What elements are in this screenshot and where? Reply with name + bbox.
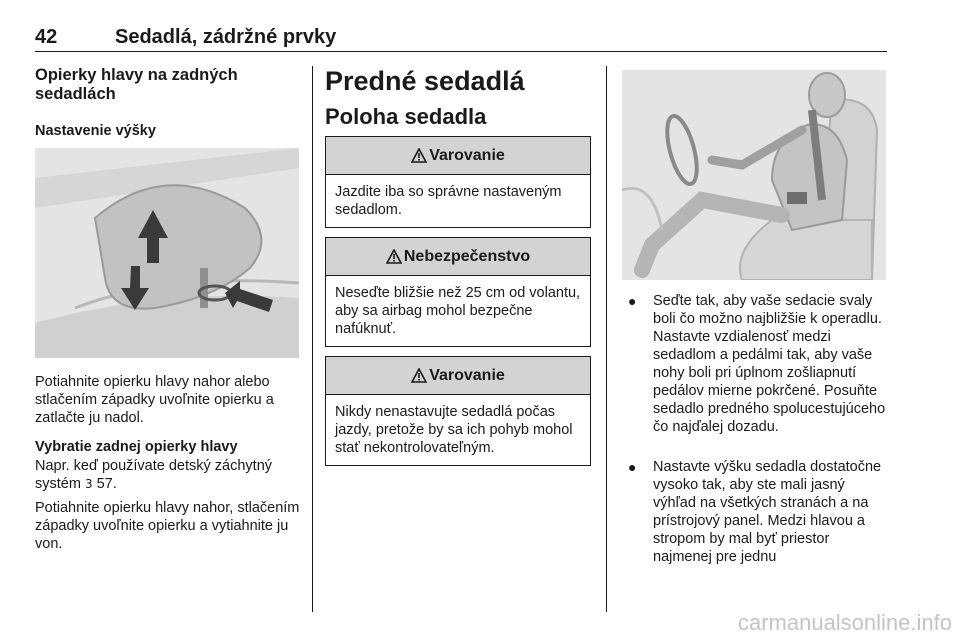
warning-box-1 xyxy=(325,136,591,228)
warning-header xyxy=(326,357,590,395)
column-divider-2 xyxy=(606,66,607,612)
bullet-icon: ● xyxy=(628,459,637,475)
paragraph-height-adjustment: Potiahnite opierku hlavy nahor alebo stlačením západky uvoľnite opierku a zatlačte ju nadol. xyxy=(35,374,274,426)
subheading-seat-position: Poloha sedadla xyxy=(325,104,487,129)
page-reference-number: 57. xyxy=(92,476,117,492)
bullet-text: Seďte tak, aby vaše sedacie svaly boli čo možno najbližšie k operadlu. Nastavte vzdialenosť medzi sedadlom a pedálmi tak, aby vaše nohy boli pri úplnom zošliapnutí pedálov mierne pokrčené. Posuňte sedadlo predného spolucestujúceho čo najďalej dozadu. xyxy=(653,293,886,435)
headrest-drawing xyxy=(35,148,299,358)
paragraph-removal-reference xyxy=(35,457,300,493)
bullet-text: Nastavte výšku sedadla dostatočne vysoko tak, aby ste mali jasný výhľad na všetkých stranách a na prístrojový panel. Medzi hlavou a stropom by mal byť priestor najmenej pre jednu xyxy=(653,459,882,565)
subheading-height-adjustment: Nastavenie výšky xyxy=(35,123,156,139)
danger-header xyxy=(326,238,590,276)
column-divider-1 xyxy=(312,66,313,612)
warning-triangle-icon xyxy=(411,368,427,383)
bullet-icon: ● xyxy=(628,293,637,309)
warning-header xyxy=(326,137,590,175)
section-heading-front-seats: Predné sedadlá xyxy=(325,66,525,96)
watermark: carmanualsonline.info xyxy=(737,610,952,635)
page-header xyxy=(35,24,887,52)
warning-title: Varovanie xyxy=(429,147,505,164)
headrest-illustration xyxy=(35,148,299,358)
warning-triangle-icon xyxy=(386,249,402,264)
warning-text: Nikdy nenastavujte sedadlá počas jazdy, pretože by sa ich pohyb mohol stať nekontrolovateľným. xyxy=(335,404,573,456)
section-heading: Opierky hlavy na zadných sedadlách xyxy=(35,66,238,103)
page-reference-icon[interactable]: 3 xyxy=(84,477,93,491)
danger-title: Nebezpečenstvo xyxy=(403,248,531,265)
driver-seat-illustration xyxy=(622,70,886,280)
warning-title: Varovanie xyxy=(429,367,505,384)
danger-box xyxy=(325,237,591,347)
warning-text: Jazdite iba so správne nastaveným sedadlom. xyxy=(335,184,562,218)
instruction-bullet-2 xyxy=(622,458,887,566)
subheading-removal: Vybratie zadnej opierky hlavy xyxy=(35,439,238,455)
warning-triangle-icon xyxy=(411,148,427,163)
warning-box-2 xyxy=(325,356,591,466)
danger-text: Neseďte bližšie než 25 cm od volantu, aby sa airbag mohol bezpečne nafúknuť. xyxy=(335,285,581,337)
page-number: 42 xyxy=(35,26,58,48)
driver-seat-drawing xyxy=(622,70,886,280)
paragraph-removal-steps: Potiahnite opierku hlavy nahor, stlačením západky uvoľnite opierku a vytiahnite ju von. xyxy=(35,500,300,552)
reference-text: Napr. keď používate detský záchytný systém xyxy=(35,458,273,492)
instruction-bullet-1 xyxy=(622,292,887,436)
chapter-title: Sedadlá, zádržné prvky xyxy=(115,26,337,48)
